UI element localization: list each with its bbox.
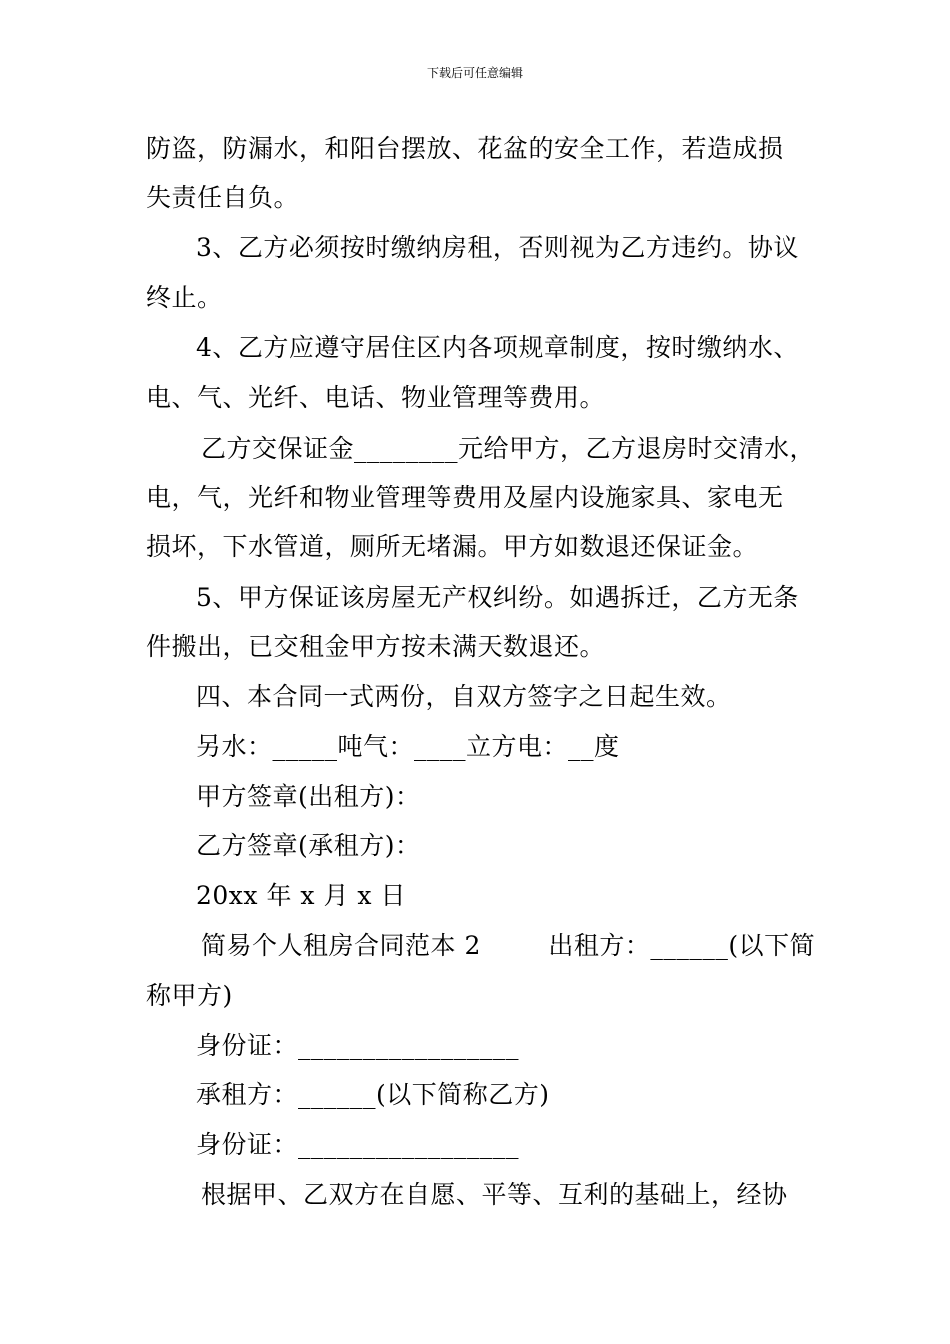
paragraph-line: 另水：_____吨气：____立方电：__度 xyxy=(196,732,620,761)
paragraph-line: 4、乙方应遵守居住区内各项规章制度，按时缴纳水、 xyxy=(196,333,799,362)
paragraph-line: 简易个人租房合同范本 2 出租方：______(以下简 xyxy=(201,931,816,960)
paragraph-line: 甲方签章(出租方)： xyxy=(196,782,421,811)
paragraph-line: 身份证：_________________ xyxy=(196,1130,520,1159)
paragraph-line: 身份证：_________________ xyxy=(196,1031,520,1060)
paragraph-line: 件搬出，已交租金甲方按未满天数退还。 xyxy=(146,632,606,661)
paragraph-line: 3、乙方必须按时缴纳房租，否则视为乙方违约。协议 xyxy=(196,233,799,262)
paragraph-line: 20xx 年 x 月 x 日 xyxy=(196,881,406,910)
paragraph-line: 损坏，下水管道，厕所无堵漏。甲方如数退还保证金。 xyxy=(146,532,759,561)
paragraph-line: 终止。 xyxy=(146,283,223,312)
paragraph-line: 乙方签章(承租方)： xyxy=(196,831,421,860)
paragraph-line: 防盗，防漏水，和阳台摆放、花盆的安全工作，若造成损 xyxy=(146,134,784,163)
paragraph-line: 承租方：______(以下简称乙方) xyxy=(196,1080,550,1109)
paragraph-line: 称甲方) xyxy=(146,981,233,1010)
paragraph-line: 乙方交保证金________元给甲方，乙方退房时交清水， xyxy=(201,434,816,463)
paragraph-line: 5、甲方保证该房屋无产权纠纷。如遇拆迁，乙方无条 xyxy=(196,583,799,612)
paragraph-line: 四、本合同一式两份，自双方签字之日起生效。 xyxy=(196,682,732,711)
paragraph-line: 根据甲、乙双方在自愿、平等、互利的基础上，经协 xyxy=(201,1180,788,1209)
paragraph-line: 失责任自负。 xyxy=(146,183,300,212)
paragraph-line: 电、气、光纤、电话、物业管理等费用。 xyxy=(146,383,606,412)
page-header: 下载后可任意编辑 xyxy=(426,66,523,80)
paragraph-line: 电，气，光纤和物业管理等费用及屋内设施家具、家电无 xyxy=(146,483,784,512)
